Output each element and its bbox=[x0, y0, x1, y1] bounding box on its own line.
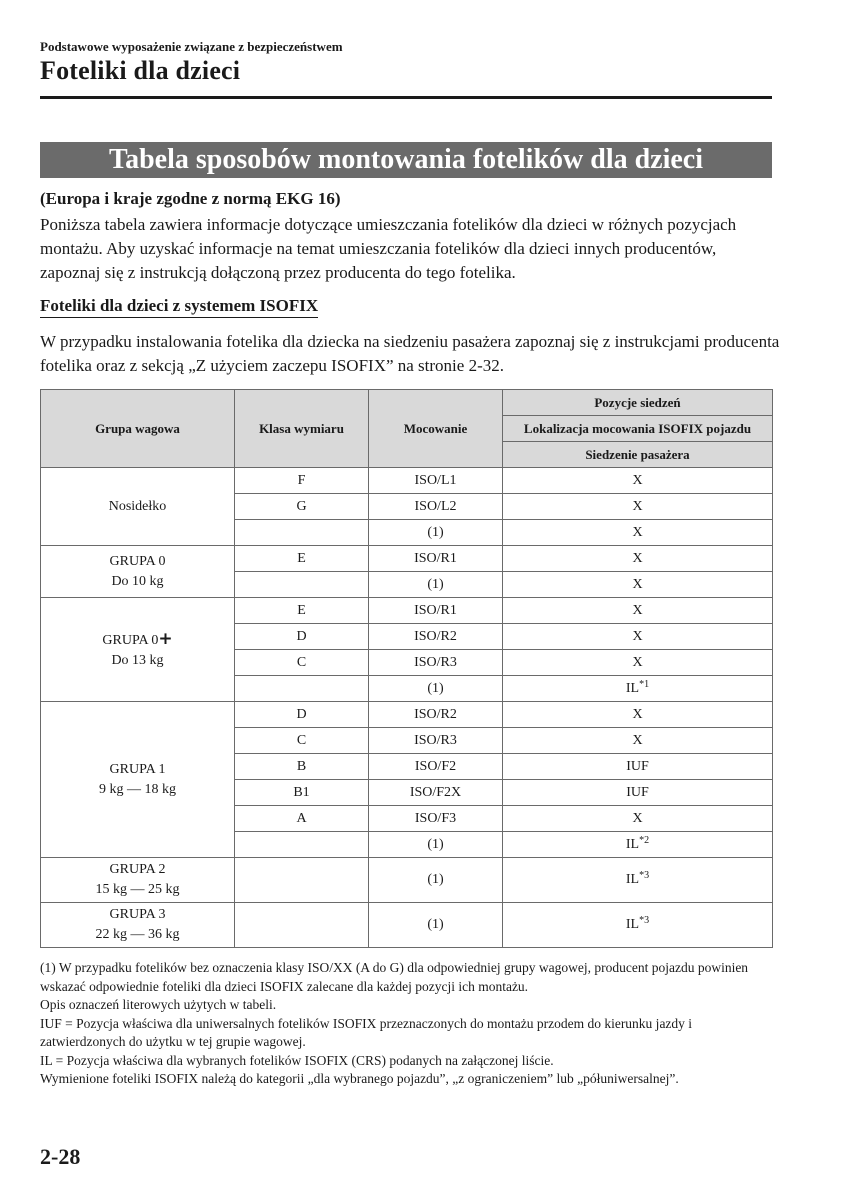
seat-value: X bbox=[632, 706, 643, 722]
section-banner: Tabela sposobów montowania fotelików dla dzieci bbox=[40, 142, 772, 178]
group-weight: 9 kg — 18 kg bbox=[99, 781, 176, 797]
size-class-cell: D bbox=[235, 624, 369, 650]
group-name: GRUPA 2 bbox=[109, 862, 166, 877]
weight-group-cell bbox=[41, 903, 235, 948]
mounting-cell: ISO/R2 bbox=[369, 702, 503, 728]
seat-cell bbox=[503, 858, 773, 903]
seat-value: IL bbox=[625, 872, 640, 887]
size-class-cell: E bbox=[235, 546, 369, 572]
footnote: Opis oznaczeń literowych użytych w tabeli. bbox=[40, 997, 277, 1012]
footnote: IL = Pozycja właściwa dla wybranych fotelików ISOFIX (CRS) podanych na załączonej liście. bbox=[40, 1052, 554, 1068]
weight-group-cell bbox=[41, 858, 235, 903]
size-class-cell bbox=[235, 903, 369, 948]
seat-value: X bbox=[632, 472, 643, 488]
isofix-mounting-table bbox=[40, 389, 773, 948]
seat-value: X bbox=[632, 524, 643, 540]
size-class-cell bbox=[235, 858, 369, 903]
seat-cell bbox=[503, 494, 773, 520]
seat-cell bbox=[503, 754, 773, 780]
seat-cell bbox=[503, 780, 773, 806]
mounting-cell: (1) bbox=[369, 520, 503, 546]
header-mounting: Mocowanie bbox=[369, 390, 503, 468]
seat-cell bbox=[503, 572, 773, 598]
seat-cell bbox=[503, 676, 773, 702]
seat-value: IL bbox=[625, 836, 640, 852]
mounting-cell: ISO/F2 bbox=[369, 754, 503, 780]
footnotes bbox=[40, 959, 770, 1089]
group-weight: 15 kg — 25 kg bbox=[95, 882, 180, 897]
title-divider bbox=[40, 96, 772, 99]
mounting-cell: ISO/R1 bbox=[369, 546, 503, 572]
seat-value: X bbox=[632, 628, 643, 644]
footnote: (1) W przypadku fotelików bez oznaczenia klasy ISO/XX (A do G) dla odpowiedniej grupy wagowej, producent pojazdu powinien wskazać odpowiednie foteliki dla dzieci ISOFIX zalecane dla każdej pozycji ich montażu. bbox=[40, 960, 749, 994]
table-row bbox=[41, 858, 773, 903]
header-passenger-seat: Siedzenie pasażera bbox=[503, 442, 773, 468]
isofix-subheading: Foteliki dla dzieci z systemem ISOFIX bbox=[40, 296, 318, 318]
size-class-cell: E bbox=[235, 598, 369, 624]
footnote: Wymienione foteliki ISOFIX należą do kategorii „dla wybranego pojazdu”, „z ograniczeniem” lub „półuniwersalnej”. bbox=[40, 1071, 679, 1086]
mounting-cell: ISO/L1 bbox=[369, 468, 503, 494]
mounting-cell: ISO/F2X bbox=[369, 780, 503, 806]
group-weight: Do 10 kg bbox=[111, 573, 164, 589]
table-row bbox=[41, 903, 773, 948]
mounting-cell: ISO/R1 bbox=[369, 598, 503, 624]
size-class-cell bbox=[235, 676, 369, 702]
size-class-cell bbox=[235, 520, 369, 546]
weight-group-cell bbox=[41, 546, 235, 598]
seat-cell bbox=[503, 806, 773, 832]
seat-value: X bbox=[632, 550, 643, 566]
seat-cell bbox=[503, 650, 773, 676]
section-label: Podstawowe wyposażenie związane z bezpieczeństwem bbox=[40, 39, 343, 54]
mounting-cell: (1) bbox=[369, 903, 503, 948]
page-title: Foteliki dla dzieci bbox=[40, 56, 241, 85]
weight-group-cell bbox=[41, 702, 235, 858]
size-class-cell: B1 bbox=[235, 780, 369, 806]
weight-group-cell bbox=[41, 598, 235, 702]
seat-cell bbox=[503, 832, 773, 858]
seat-value: IUF bbox=[626, 784, 649, 800]
group-weight: Do 13 kg bbox=[111, 652, 164, 668]
group-name: GRUPA 1 bbox=[109, 761, 166, 777]
intro-heading: (Europa i kraje zgodne z normą EKG 16) bbox=[40, 189, 341, 208]
seat-note: *3 bbox=[639, 870, 650, 881]
header-size-class: Klasa wymiaru bbox=[235, 390, 369, 468]
seat-note: *1 bbox=[639, 678, 650, 690]
size-class-cell: F bbox=[235, 468, 369, 494]
group-name: GRUPA 3 bbox=[109, 907, 166, 922]
seat-note: *2 bbox=[639, 834, 650, 846]
size-class-cell: G bbox=[235, 494, 369, 520]
size-class-cell: C bbox=[235, 728, 369, 754]
mounting-cell: ISO/R3 bbox=[369, 650, 503, 676]
weight-group-cell bbox=[41, 468, 235, 546]
header-weight-group: Grupa wagowa bbox=[41, 390, 235, 468]
seat-cell bbox=[503, 546, 773, 572]
mounting-cell: (1) bbox=[369, 572, 503, 598]
seat-value: X bbox=[632, 810, 643, 826]
size-class-cell: C bbox=[235, 650, 369, 676]
size-class-cell: D bbox=[235, 702, 369, 728]
size-class-cell: B bbox=[235, 754, 369, 780]
intro-paragraph: Poniższa tabela zawiera informacje dotyczące umieszczania fotelików dla dzieci w różnych pozycjach montażu. Aby uzyskać informacje na temat umieszczania fotelików dla dzieci innych producentów, zapoznaj się z instrukcją dołączoną przez producenta do tego fotelika. bbox=[40, 215, 737, 282]
seat-cell bbox=[503, 468, 773, 494]
seat-cell bbox=[503, 702, 773, 728]
seat-value: X bbox=[632, 498, 643, 514]
seat-value: X bbox=[632, 576, 643, 592]
group-name: GRUPA 0 bbox=[109, 553, 166, 569]
mounting-cell: (1) bbox=[369, 858, 503, 903]
mounting-cell: ISO/R3 bbox=[369, 728, 503, 754]
seat-value: IL bbox=[625, 917, 640, 932]
mounting-cell: ISO/L2 bbox=[369, 494, 503, 520]
seat-cell bbox=[503, 624, 773, 650]
seat-cell bbox=[503, 728, 773, 754]
footnote: IUF = Pozycja właściwa dla uniwersalnych fotelików ISOFIX przeznaczonych do montażu przodem do kierunku jazdy i zatwierdzonych do użytku w tej grupie wagowej. bbox=[40, 1015, 693, 1049]
seat-value: X bbox=[632, 602, 643, 618]
seat-value: IUF bbox=[626, 758, 649, 774]
table-row bbox=[41, 598, 773, 624]
mounting-cell: ISO/R2 bbox=[369, 624, 503, 650]
seat-note: *3 bbox=[639, 915, 650, 926]
header-isofix-location: Lokalizacja mocowania ISOFIX pojazdu bbox=[503, 416, 773, 442]
group-name: GRUPA 0 bbox=[102, 632, 159, 648]
seat-value: X bbox=[632, 654, 643, 670]
size-class-cell bbox=[235, 832, 369, 858]
group-name: Nosidełko bbox=[108, 498, 167, 514]
size-class-cell bbox=[235, 572, 369, 598]
table-row bbox=[41, 546, 773, 572]
page-number: 2-28 bbox=[40, 1144, 81, 1169]
plus-icon: + bbox=[158, 628, 173, 649]
mounting-cell: (1) bbox=[369, 832, 503, 858]
group-weight: 22 kg — 36 kg bbox=[95, 927, 180, 942]
mounting-cell: (1) bbox=[369, 676, 503, 702]
seat-cell bbox=[503, 520, 773, 546]
size-class-cell: A bbox=[235, 806, 369, 832]
mounting-cell: ISO/F3 bbox=[369, 806, 503, 832]
table-row bbox=[41, 468, 773, 494]
seat-cell bbox=[503, 598, 773, 624]
seat-cell bbox=[503, 903, 773, 948]
seat-value: X bbox=[632, 732, 643, 748]
seat-value: IL bbox=[625, 680, 640, 696]
isofix-paragraph: W przypadku instalowania fotelika dla dziecka na siedzeniu pasażera zapoznaj się z instrukcjami producenta fotelika oraz z sekcją „Z użyciem zaczepu ISOFIX” na stronie 2-32. bbox=[40, 332, 780, 375]
header-seat-positions: Pozycje siedzeń bbox=[503, 390, 773, 416]
table-row bbox=[41, 702, 773, 728]
